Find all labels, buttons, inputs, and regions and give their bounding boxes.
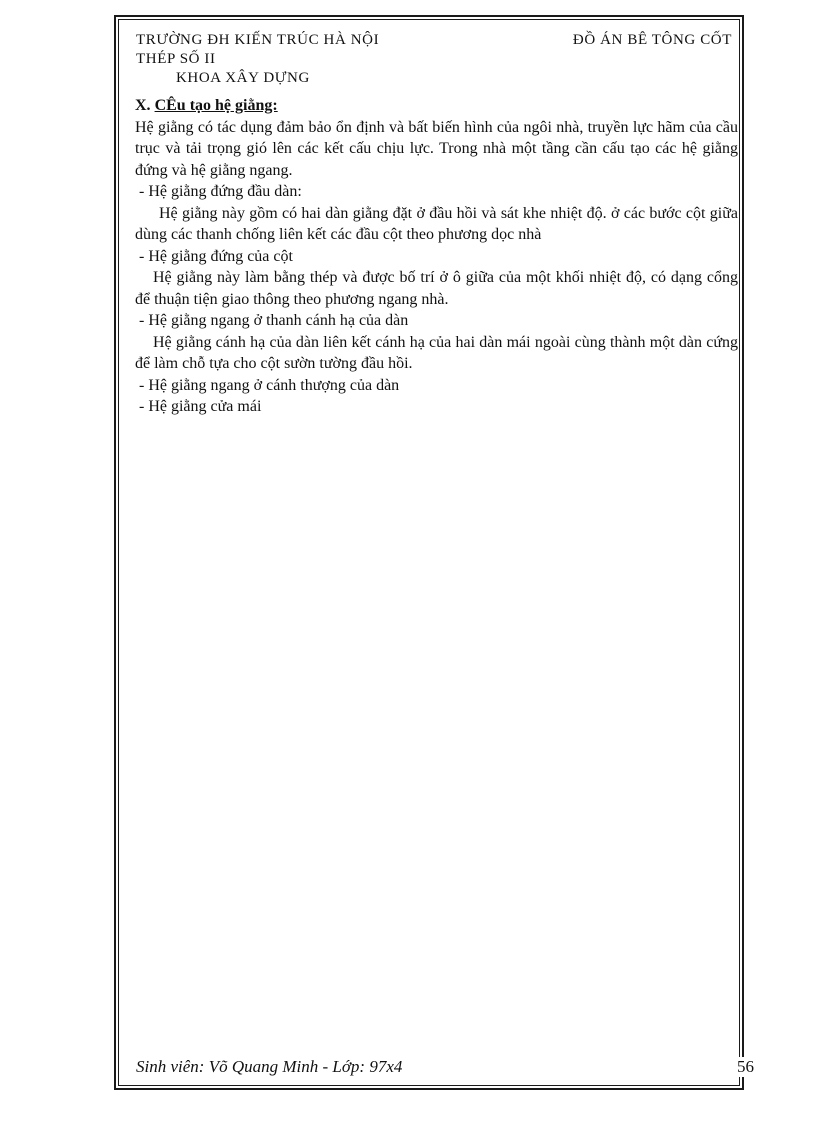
header-row (136, 31, 732, 50)
school-name: TRƯỜNG ĐH KIẾN TRÚC HÀ NỘI (136, 32, 380, 48)
page-content (135, 95, 738, 418)
project-title-continued: THÉP SỐ II (136, 51, 216, 67)
footer-student-info: Sinh viên: Võ Quang Minh - Lớp: 97x4 (136, 1057, 403, 1076)
bullet-bottom-chord-bracing: - Hệ giằng ngang ở thanh cánh hạ của dàn (139, 312, 409, 329)
project-title: ĐỒ ÁN BÊ TÔNG CỐT (572, 32, 732, 48)
bullet-roof-window-bracing: - Hệ giằng cửa mái (139, 398, 262, 415)
paragraph-column-bracing: Hệ giằng này làm bằng thép và được bố trí ở ô giữa của một khối nhiệt độ, có dạng cổng để thuận tiện giao thông theo phương ngang nhà. (135, 269, 738, 308)
intro-paragraph: Hệ giằng có tác dụng đảm bảo ổn định và bất biến hình của ngôi nhà, truyền lực hãm của cầu trục và tải trọng gió lên các kết cấu chịu lực. Trong nhà một tầng cần cấu tạo các hệ giằng đứng và hệ giằng ngang. (135, 118, 738, 179)
section-number: X. (135, 97, 151, 114)
paragraph-bottom-chord-bracing: Hệ giằng cánh hạ của dàn liên kết cánh hạ của hai dàn mái ngoài cùng thành một dàn cứng để làm chỗ tựa cho cột sườn tường đầu hồi. (135, 333, 738, 372)
bullet-column-bracing: - Hệ giằng đứng của cột (139, 247, 293, 265)
bullet-top-chord-bracing: - Hệ giằng ngang ở cánh thượng của dàn (139, 376, 400, 394)
section-heading (135, 95, 738, 117)
department-name: KHOA XÂY DỰNG (176, 70, 310, 86)
page-header (136, 31, 732, 88)
page-number: 56 (737, 1057, 754, 1076)
bullet-vertical-bracing-truss: - Hệ giằng đứng đầu dàn: (139, 183, 302, 200)
section-title: CÊu tạo hệ giằng: (154, 97, 278, 114)
paragraph-vertical-bracing-truss: Hệ giằng này gồm có hai dàn giằng đặt ở đầu hồi và sát khe nhiệt độ. ở các bước cột giữa dùng các thanh chống liên kết các đầu cột theo phương dọc nhà (135, 204, 738, 243)
